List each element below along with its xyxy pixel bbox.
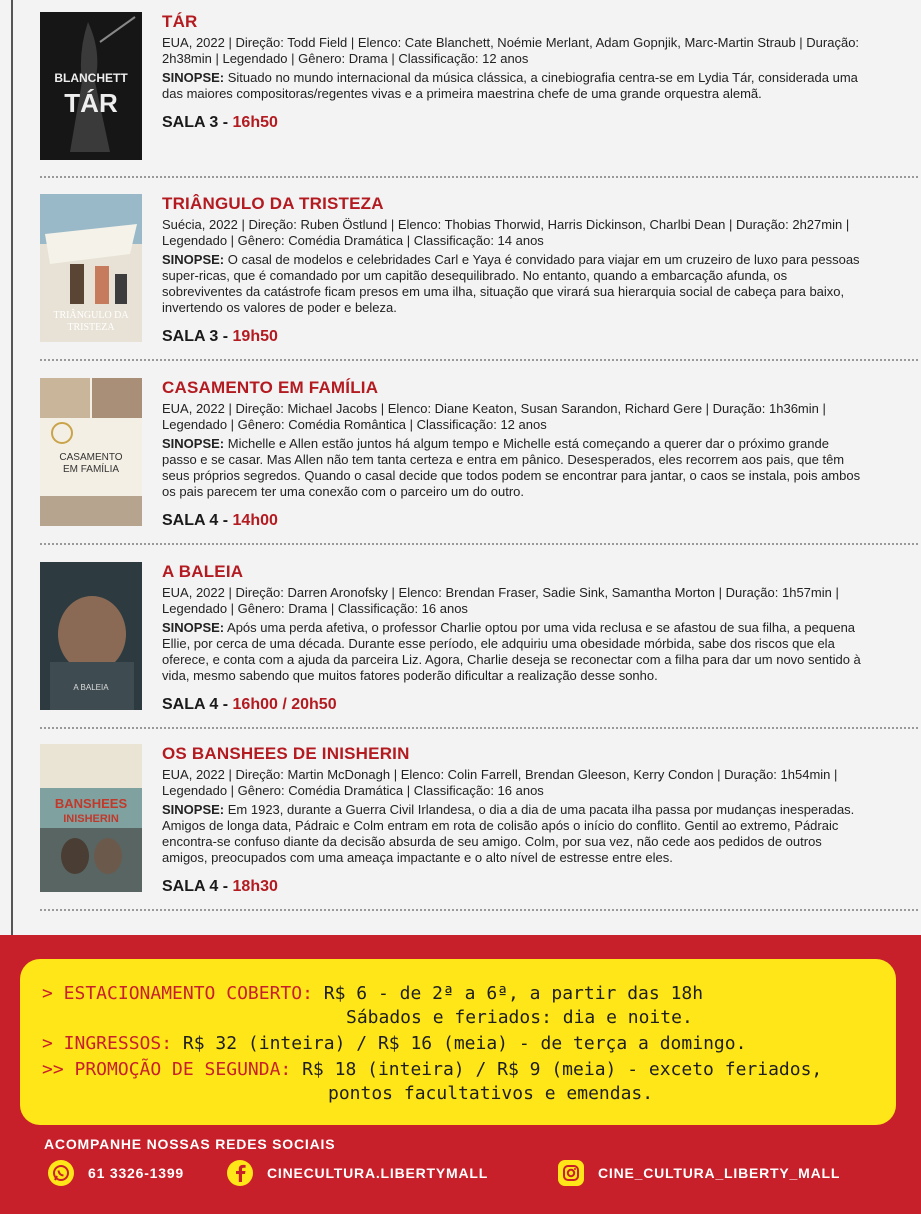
- movie-synopsis: [162, 252, 862, 316]
- poster-text: INISHERIN: [63, 813, 119, 825]
- synopsis-label: SINOPSE:: [162, 252, 225, 267]
- movie-meta: EUA, 2022 | Direção: Darren Aronofsky | Elenco: Brendan Fraser, Sadie Sink, Samantha Morton | Duração: 1h57min | Legendado | Gênero: Drama | Classificação: 16 anos: [162, 585, 839, 616]
- poster-text: TRISTEZA: [67, 322, 115, 333]
- divider: [40, 727, 918, 729]
- pricing-info-box: [20, 959, 896, 1125]
- facebook-link[interactable]: [227, 1159, 488, 1187]
- movie-title: CASAMENTO EM FAMÍLIA: [162, 378, 379, 397]
- promo-label: >> PROMOÇÃO DE SEGUNDA:: [42, 1059, 292, 1080]
- movie-synopsis: [162, 436, 862, 500]
- poster-text: TÁR: [64, 88, 118, 118]
- session-time: [162, 511, 862, 531]
- movie-meta: EUA, 2022 | Direção: Michael Jacobs | Elenco: Diane Keaton, Susan Sarandon, Richard Gere | Duração: 1h36min | Legendado | Gênero: Comédia Romântica | Classificação: 12 anos: [162, 401, 826, 432]
- movie-info: [162, 562, 862, 715]
- movie-poster[interactable]: [40, 194, 142, 342]
- showtime: 16h50: [232, 114, 278, 131]
- movie-meta: EUA, 2022 | Direção: Todd Field | Elenco: Cate Blanchett, Noémie Merlant, Adam Gopnjik, Marc-Martin Straub | Duração: 2h38min | Legendado | Gênero: Drama | Classificação: 12 anos: [162, 35, 860, 66]
- promo-value: R$ 18 (inteira) / R$ 9 (meia) - exceto feriados,: [302, 1059, 823, 1080]
- sala-label: SALA 3 -: [162, 114, 229, 131]
- session-time: [162, 877, 862, 897]
- synopsis-label: SINOPSE:: [162, 70, 225, 85]
- poster-text: A BALEIA: [73, 683, 109, 692]
- whatsapp-contact[interactable]: [48, 1159, 184, 1187]
- synopsis-label: SINOPSE:: [162, 436, 225, 451]
- promo-value-2: pontos facultativos e emendas.: [328, 1083, 654, 1104]
- sala-label: SALA 3 -: [162, 328, 229, 345]
- session-time: [162, 327, 862, 347]
- showtime: 18h30: [232, 878, 278, 895]
- promo-info: [42, 1059, 822, 1081]
- synopsis-label: SINOPSE:: [162, 620, 225, 635]
- instagram-handle: CINE_CULTURA_LIBERTY_MALL: [598, 1165, 841, 1181]
- sala-label: SALA 4 -: [162, 512, 229, 529]
- footer-banner: [0, 935, 921, 1214]
- instagram-link[interactable]: [558, 1159, 840, 1187]
- poster-text: EM FAMÍLIA: [62, 464, 120, 475]
- synopsis-label: SINOPSE:: [162, 802, 225, 817]
- movie-poster[interactable]: [40, 378, 142, 526]
- synopsis-text: Após uma perda afetiva, o professor Charlie optou por uma vida reclusa e se afastou de sua filha, a pequena Ellie, por cerca de uma década. Durante esse período, ele adquiriu uma obesidade mórbida, sabe dos riscos que ela oferece, e conta com a ajuda da parceira Liz. Agora, Charlie deseja se reconectar com a filha para dar um novo sentido à vida, mesmo sabendo que muitos fatores poderão dificultar a realização desse sonho.: [162, 620, 861, 683]
- movie-synopsis: [162, 70, 862, 102]
- movie-poster[interactable]: [40, 744, 142, 892]
- parking-label: > ESTACIONAMENTO COBERTO:: [42, 983, 313, 1004]
- promo-info-line2: [328, 1083, 653, 1105]
- movie-synopsis: [162, 620, 862, 684]
- movie-poster[interactable]: [40, 12, 142, 160]
- movie-meta: Suécia, 2022 | Direção: Ruben Östlund | Elenco: Thobias Thorwid, Harris Dickinson, Charlbi Dean | Duração: 2h27min | Legendado | Gênero: Comédia Dramática | Classificação: 14 anos: [162, 217, 850, 248]
- movie-info: [162, 378, 862, 531]
- sala-label: SALA 4 -: [162, 878, 229, 895]
- movie-info: [162, 12, 862, 133]
- parking-info-line2: [346, 1007, 693, 1029]
- tickets-info: [42, 1033, 746, 1055]
- divider: [40, 543, 918, 545]
- synopsis-text: Situado no mundo internacional da música clássica, a cinebiografia centra-se em Lydia Tár, considerada uma das maiores compositoras/regentes vivas e a primeira maestrina chefe de uma grande orquestra alemã.: [162, 70, 858, 101]
- instagram-icon: [558, 1160, 584, 1186]
- movie-title: A BALEIA: [162, 562, 244, 581]
- parking-value: R$ 6 - de 2ª a 6ª, a partir das 18h: [323, 983, 704, 1004]
- movie-title: TRIÂNGULO DA TRISTEZA: [162, 194, 384, 213]
- sala-label: SALA 4 -: [162, 696, 229, 713]
- social-title: ACOMPANHE NOSSAS REDES SOCIAIS: [44, 1136, 336, 1152]
- poster-text: CASAMENTO: [59, 452, 123, 463]
- parking-info: [42, 983, 703, 1005]
- session-time: [162, 695, 862, 715]
- movie-synopsis: [162, 802, 862, 866]
- movie-info: [162, 744, 862, 897]
- facebook-icon: [227, 1160, 253, 1186]
- left-border-line: [11, 0, 13, 935]
- tickets-label: > INGRESSOS:: [42, 1033, 173, 1054]
- divider: [40, 909, 918, 911]
- showtime: 16h00 / 20h50: [232, 696, 337, 713]
- tickets-value: R$ 32 (inteira) / R$ 16 (meia) - de terça a domingo.: [182, 1033, 747, 1054]
- movie-info: [162, 194, 862, 347]
- synopsis-text: O casal de modelos e celebridades Carl e Yaya é convidado para viajar em um cruzeiro de luxo para pessoas super-ricas, que é comandado por um capitão desequilibrado. No entanto, quando a embarcação afunda, os sobreviventes da catástrofe ficam presos em uma ilha, situação que virará sua hierarquia social de cabeça para baixo, invertendo os valores de poder e beleza.: [162, 252, 860, 315]
- divider: [40, 359, 918, 361]
- parking-value-2: Sábados e feriados: dia e noite.: [346, 1007, 693, 1028]
- poster-text: BLANCHETT: [54, 71, 128, 85]
- showtime: 14h00: [232, 512, 278, 529]
- movie-meta: EUA, 2022 | Direção: Martin McDonagh | Elenco: Colin Farrell, Brendan Gleeson, Kerry Condon | Duração: 1h54min | Legendado | Gênero: Comédia Dramática | Classificação: 16 anos: [162, 767, 838, 798]
- whatsapp-icon: [48, 1160, 74, 1186]
- poster-text: BANSHEES: [54, 796, 128, 811]
- poster-text: TRIÂNGULO DA: [53, 310, 129, 321]
- showtime: 19h50: [232, 328, 278, 345]
- synopsis-text: Michelle e Allen estão juntos há algum tempo e Michelle está começando a querer dar o próximo grande passo e se casar. Mas Allen não tem tanta certeza e entra em pânico. Desesperados, eles recorrem aos pais, que têm seus próprios segredos. Quando o casal decide que todos podem se encontrar para jantar, o caos se instala, pois ambos os pais parecem ter uma conexão com o parceiro um do outro.: [162, 436, 861, 499]
- movie-title: OS BANSHEES DE INISHERIN: [162, 744, 410, 763]
- whatsapp-number: 61 3326-1399: [88, 1165, 185, 1181]
- movie-poster[interactable]: [40, 562, 142, 710]
- movie-title: TÁR: [162, 12, 198, 31]
- divider: [40, 176, 918, 178]
- facebook-handle: CINECULTURA.LIBERTYMALL: [267, 1165, 489, 1181]
- session-time: [162, 113, 862, 133]
- synopsis-text: Em 1923, durante a Guerra Civil Irlandesa, o dia a dia de uma pacata ilha passa por mudanças inesperadas. Amigos de longa data, Pádraic e Colm entram em rota de colisão após o início do conflito. Gentil ao extremo, Pádraic encontra-se confuso diante da decisão absurda de seu amigo. Colm, por sua vez, não cede aos pedidos de outros amigos, preocupados com uma ameaça impactante e o alto nível de estresse entre eles.: [162, 802, 855, 865]
